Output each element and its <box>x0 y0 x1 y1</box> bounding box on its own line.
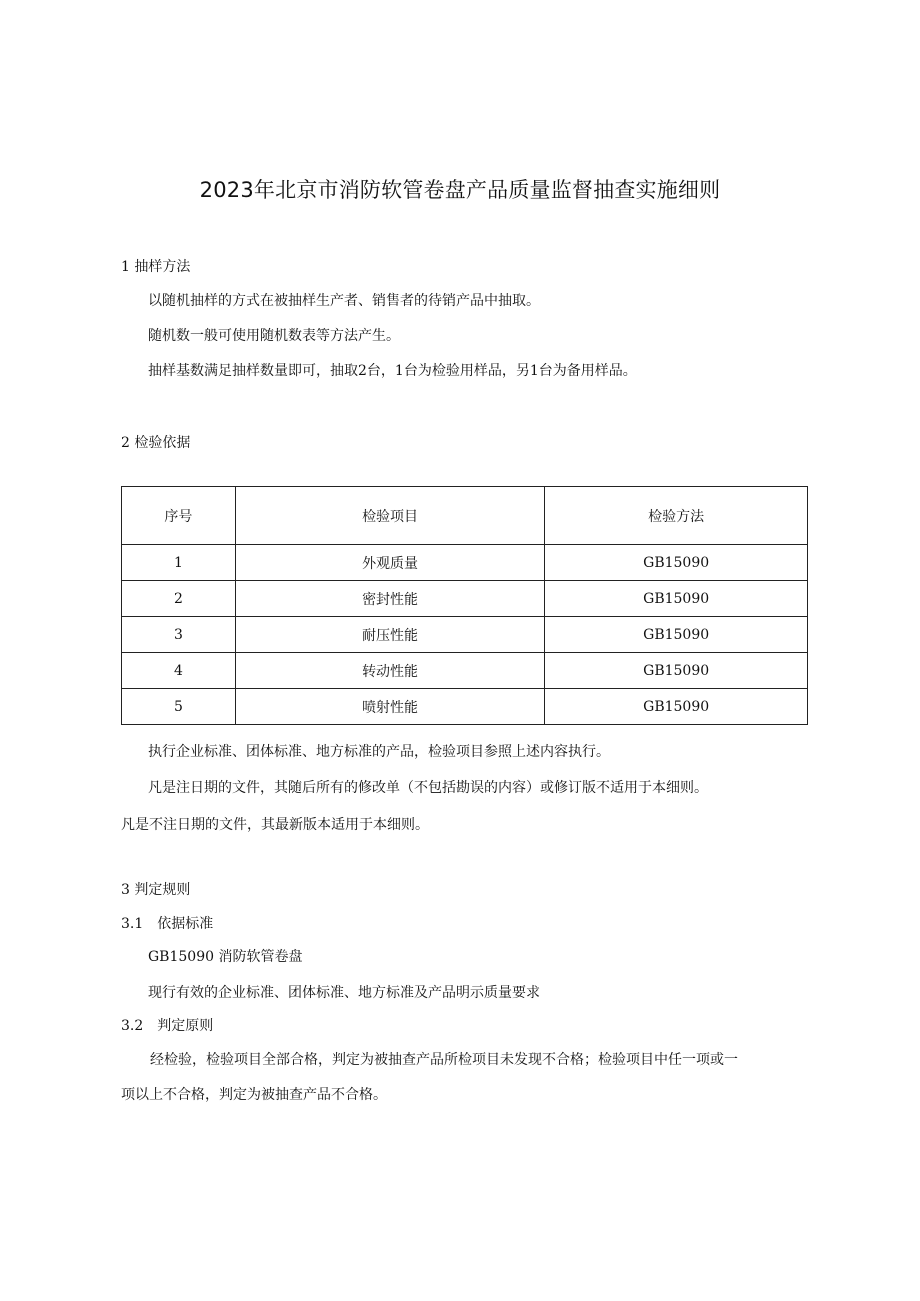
section-2-paragraph-3: 凡是不注日期的文件，其最新版本适用于本细则。 <box>121 817 429 833</box>
section-1-paragraph-3: 抽样基数满足抽样数量即可，抽取2台，1台为检验用样品，另1台为备用样品。 <box>148 363 637 379</box>
table-cell: 外观质量 <box>235 545 544 581</box>
table-cell: 2 <box>122 581 236 617</box>
table-row <box>122 617 808 653</box>
section-3-2-heading: 3.2 判定原则 <box>121 1018 214 1034</box>
table-cell: 3 <box>122 617 236 653</box>
table-cell: GB15090 <box>545 617 808 653</box>
table-cell: 转动性能 <box>235 653 544 689</box>
table-cell: 耐压性能 <box>235 617 544 653</box>
inspection-table <box>121 486 808 725</box>
table-cell: 4 <box>122 653 236 689</box>
table-cell: 密封性能 <box>235 581 544 617</box>
section-1-paragraph-1: 以随机抽样的方式在被抽样生产者、销售者的待销产品中抽取。 <box>148 293 540 309</box>
header-cell-index: 序号 <box>122 487 236 545</box>
section-3-1-standard: GB15090 消防软管卷盘 <box>148 949 303 965</box>
section-2-paragraph-2: 凡是注日期的文件，其随后所有的修改单（不包括勘误的内容）或修订版不适用于本细则。 <box>148 780 708 796</box>
table-row <box>122 653 808 689</box>
document-title: 2023年北京市消防软管卷盘产品质量监督抽查实施细则 <box>199 178 721 202</box>
section-2-paragraph-1: 执行企业标准、团体标准、地方标准的产品，检验项目参照上述内容执行。 <box>148 744 610 760</box>
section-3-1-heading: 3.1 依据标准 <box>121 916 214 932</box>
section-3-heading: 3 判定规则 <box>121 882 191 898</box>
table-row <box>122 545 808 581</box>
table-cell: GB15090 <box>545 581 808 617</box>
table-cell: GB15090 <box>545 653 808 689</box>
table-cell: 5 <box>122 689 236 725</box>
table-cell: GB15090 <box>545 689 808 725</box>
table-cell: GB15090 <box>545 545 808 581</box>
table-cell: 喷射性能 <box>235 689 544 725</box>
table-cell: 1 <box>122 545 236 581</box>
section-1-paragraph-2: 随机数一般可使用随机数表等方法产生。 <box>148 328 400 344</box>
section-1-heading: 1 抽样方法 <box>121 259 191 275</box>
header-cell-item: 检验项目 <box>235 487 544 545</box>
section-3-2-paragraph-line-2: 项以上不合格，判定为被抽查产品不合格。 <box>121 1087 387 1103</box>
header-cell-method: 检验方法 <box>545 487 808 545</box>
table-row <box>122 689 808 725</box>
section-3-1-paragraph: 现行有效的企业标准、团体标准、地方标准及产品明示质量要求 <box>148 985 540 1001</box>
section-2-heading: 2 检验依据 <box>121 435 191 451</box>
section-3-2-paragraph-line-1: 经检验，检验项目全部合格，判定为被抽查产品所检项目未发现不合格；检验项目中任一项或一 <box>150 1052 738 1068</box>
table-header-row <box>122 487 808 545</box>
table-row <box>122 581 808 617</box>
